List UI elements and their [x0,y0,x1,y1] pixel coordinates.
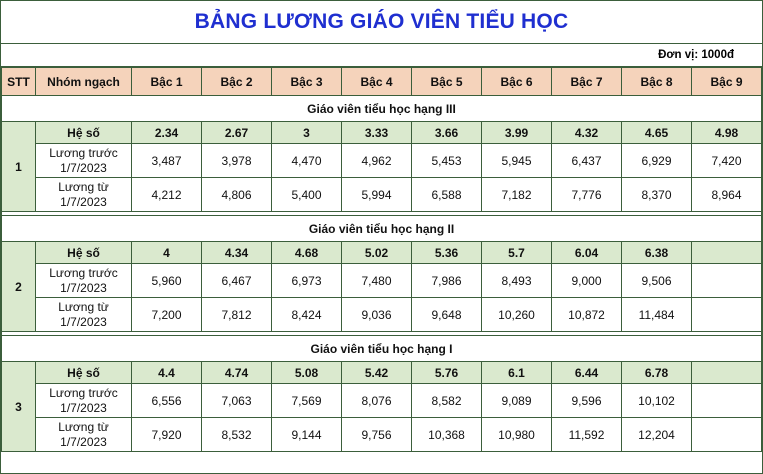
table-cell: 7,420 [692,144,762,178]
table-header [2,68,762,96]
table-cell: 6.04 [552,242,622,264]
table-cell: 6,467 [202,264,272,298]
table-cell: 9,036 [342,298,412,332]
table-cell-empty [692,264,762,298]
table-cell: 4.68 [272,242,342,264]
table-cell: 4,212 [132,178,202,212]
table-cell: 9,596 [552,384,622,418]
table-cell: 10,102 [622,384,692,418]
group-title-row [2,96,762,122]
table-cell: 9,089 [482,384,552,418]
table-cell: 10,260 [482,298,552,332]
table-cell: 6.1 [482,362,552,384]
table-cell: 5.76 [412,362,482,384]
table-cell: 7,480 [342,264,412,298]
table-cell: 11,592 [552,418,622,452]
header-bac-3: Bậc 3 [272,68,342,96]
table-cell: 7,986 [412,264,482,298]
group-title-3: Giáo viên tiểu học hạng I [2,336,762,362]
header-stt: STT [2,68,36,96]
table-cell: 6,929 [622,144,692,178]
table-cell: 5,945 [482,144,552,178]
table-cell: 2.34 [132,122,202,144]
stt-cell-2: 2 [2,242,36,332]
header-bac-8: Bậc 8 [622,68,692,96]
table-cell: 5.08 [272,362,342,384]
table-cell-empty [692,362,762,384]
table-cell: 10,368 [412,418,482,452]
header-bac-5: Bậc 5 [412,68,482,96]
table-cell-empty [692,242,762,264]
coefficient-label-2: Hệ số [36,242,132,264]
table-cell: 8,532 [202,418,272,452]
table-cell: 5.7 [482,242,552,264]
table-row [2,178,762,212]
row-label: Lương trước 1/7/2023 [36,144,132,178]
table-cell: 7,812 [202,298,272,332]
header-bac-1: Bậc 1 [132,68,202,96]
table-cell: 4 [132,242,202,264]
table-cell: 10,872 [552,298,622,332]
coefficient-label-1: Hệ số [36,122,132,144]
table-cell: 9,756 [342,418,412,452]
table-cell: 7,776 [552,178,622,212]
table-body [2,96,762,452]
row-label: Lương trước 1/7/2023 [36,264,132,298]
page-title: BẢNG LƯƠNG GIÁO VIÊN TIỂU HỌC [194,10,569,33]
table-cell: 3.66 [412,122,482,144]
table-cell: 3,487 [132,144,202,178]
header-bac-6: Bậc 6 [482,68,552,96]
table-cell: 2.67 [202,122,272,144]
table-cell: 4.34 [202,242,272,264]
table-cell: 7,182 [482,178,552,212]
row-label: Lương từ 1/7/2023 [36,178,132,212]
table-row [2,264,762,298]
table-cell: 5,453 [412,144,482,178]
table-row [2,384,762,418]
header-bac-9: Bậc 9 [692,68,762,96]
coefficient-row-2 [2,242,762,264]
table-cell: 8,370 [622,178,692,212]
table-header-row [2,68,762,96]
table-cell: 5,960 [132,264,202,298]
table-cell-empty [692,418,762,452]
table-cell: 7,920 [132,418,202,452]
table-cell: 6,437 [552,144,622,178]
table-cell: 12,204 [622,418,692,452]
table-cell: 3 [272,122,342,144]
table-cell: 5.02 [342,242,412,264]
table-cell: 6,588 [412,178,482,212]
table-cell: 3.33 [342,122,412,144]
table-cell: 6.44 [552,362,622,384]
coefficient-row-1 [2,122,762,144]
table-row [2,144,762,178]
table-cell-empty [692,384,762,418]
table-cell: 4.4 [132,362,202,384]
table-cell: 8,582 [412,384,482,418]
coefficient-row-3 [2,362,762,384]
table-cell: 10,980 [482,418,552,452]
group-title-1: Giáo viên tiểu học hạng III [2,96,762,122]
group-title-row [2,336,762,362]
table-cell: 4.74 [202,362,272,384]
table-cell: 6,973 [272,264,342,298]
table-cell: 9,648 [412,298,482,332]
table-cell-empty [692,298,762,332]
table-cell: 8,493 [482,264,552,298]
unit-note: Đơn vị: 1000đ [658,49,734,61]
stt-cell-3: 3 [2,362,36,452]
group-title-row [2,216,762,242]
coefficient-label-3: Hệ số [36,362,132,384]
table-cell: 4,806 [202,178,272,212]
table-cell: 5.36 [412,242,482,264]
table-cell: 5.42 [342,362,412,384]
table-cell: 6,556 [132,384,202,418]
table-cell: 7,569 [272,384,342,418]
header-bac-2: Bậc 2 [202,68,272,96]
table-cell: 9,144 [272,418,342,452]
group-title-2: Giáo viên tiểu học hạng II [2,216,762,242]
table-cell: 7,200 [132,298,202,332]
table-cell: 9,000 [552,264,622,298]
table-cell: 4.32 [552,122,622,144]
row-label: Lương trước 1/7/2023 [36,384,132,418]
table-cell: 7,063 [202,384,272,418]
table-cell: 5,994 [342,178,412,212]
table-cell: 4.65 [622,122,692,144]
document-title-bar [1,1,762,44]
row-label: Lương từ 1/7/2023 [36,298,132,332]
header-bac-4: Bậc 4 [342,68,412,96]
table-cell: 8,076 [342,384,412,418]
table-cell: 8,424 [272,298,342,332]
table-cell: 4.98 [692,122,762,144]
table-row [2,298,762,332]
salary-table [1,67,762,452]
table-cell: 9,506 [622,264,692,298]
header-group: Nhóm ngạch [36,68,132,96]
table-cell: 4,470 [272,144,342,178]
unit-note-bar [1,44,762,67]
row-label: Lương từ 1/7/2023 [36,418,132,452]
table-cell: 5,400 [272,178,342,212]
table-cell: 8,964 [692,178,762,212]
table-cell: 3,978 [202,144,272,178]
table-cell: 4,962 [342,144,412,178]
table-cell: 6.38 [622,242,692,264]
table-cell: 3.99 [482,122,552,144]
table-cell: 6.78 [622,362,692,384]
table-row [2,418,762,452]
table-cell: 11,484 [622,298,692,332]
header-bac-7: Bậc 7 [552,68,622,96]
stt-cell-1: 1 [2,122,36,212]
